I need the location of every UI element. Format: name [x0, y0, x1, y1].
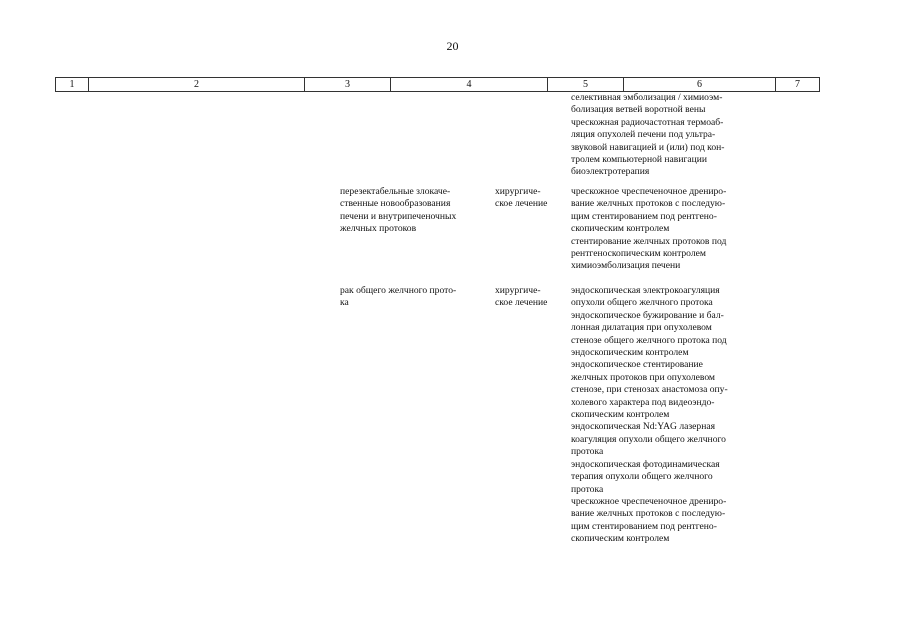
header-col-4: 4 [390, 78, 547, 91]
header-col-3: 3 [304, 78, 390, 91]
text-line: опухоли общего желчного протока [571, 297, 713, 309]
text-line: биоэлектротерапия [571, 166, 650, 178]
text-line: эндоскопическое стентирование [571, 359, 703, 371]
text-line: эндоскопическое бужирование и бал- [571, 309, 724, 321]
text-line: химиоэмболизация печени [571, 260, 681, 272]
diagnosis-cell-a [340, 186, 492, 236]
diagnosis-cell-b [340, 285, 492, 310]
text-line: холевого характера под видеоэндо- [571, 396, 715, 408]
text-line: стенозе общего желчного протока под [571, 334, 727, 346]
text-line: рак общего желчного прото- [340, 285, 457, 296]
header-col-1: 1 [55, 78, 88, 91]
text-line: коагуляция опухоли общего желчного [571, 433, 726, 445]
text-line: ское лечение [495, 297, 548, 309]
text-line: ляция опухолей печени под ультра- [571, 129, 716, 141]
text-line: стентирование желчных протоков под [571, 235, 727, 247]
text-line: чрескожное чреспеченочное дрениро- [571, 495, 727, 507]
text-line: щим стентированием под рентгено- [571, 210, 717, 222]
text-line: вание желчных протоков с последую- [571, 198, 726, 210]
text-line: щим стентированием под рентгено- [571, 520, 717, 532]
header-col-5: 5 [547, 78, 623, 91]
text-line: протока [571, 446, 604, 458]
text-line: эндоскопическая электрокоагуляция [571, 285, 720, 296]
text-line: селективная эмболизация / химиоэм- [571, 92, 723, 103]
text-line: звуковой навигацией и (или) под кон- [571, 141, 725, 153]
table-header-row [55, 77, 820, 92]
text-line: эндоскопическая Nd:YAG лазерная [571, 421, 716, 433]
text-line: скопическим контролем [571, 409, 670, 421]
treatment-type-cell-b [495, 285, 567, 310]
text-line: ское лечение [495, 198, 548, 210]
text-line: стенозе, при стенозах анастомоза опу- [571, 384, 728, 396]
header-col-6: 6 [623, 78, 775, 91]
text-line: эндоскопическая фотодинамическая [571, 458, 720, 470]
treatment-type-cell-a [495, 186, 567, 211]
text-line: вание желчных протоков с последую- [571, 508, 726, 520]
text-line: хирургиче- [495, 285, 541, 296]
text-line: лонная дилатация при опухолевом [571, 322, 712, 334]
text-line: болизация ветвей воротной вены [571, 104, 706, 116]
text-line: рентгеноскопическим контролем [571, 248, 706, 260]
text-line: чрескожная радиочастотная термоаб- [571, 116, 724, 128]
text-line: перезектабельные злокаче- [340, 186, 451, 197]
text-line: желчных протоков при опухолевом [571, 371, 715, 383]
methods-continued [571, 92, 771, 179]
text-line: тролем компьютерной навигации [571, 154, 708, 166]
text-line: чрескожное чреспеченочное дрениро- [571, 186, 727, 197]
text-line: ка [340, 297, 349, 309]
text-line: эндоскопическим контролем [571, 347, 689, 359]
page-number: 20 [446, 39, 459, 53]
text-line: скопическим контролем [571, 223, 670, 235]
text-line: протока [571, 483, 604, 495]
text-line: желчных протоков [340, 223, 417, 235]
methods-cell-a [571, 186, 771, 273]
text-line: ственные новообразования [340, 198, 451, 210]
text-line: терапия опухоли общего желчного [571, 471, 713, 483]
header-col-2: 2 [88, 78, 304, 91]
methods-cell-b [571, 285, 771, 546]
text-line: печени и внутрипеченочных [340, 210, 457, 222]
text-line: скопическим контролем [571, 533, 670, 545]
header-col-7: 7 [775, 78, 820, 91]
text-line: хирургиче- [495, 186, 541, 197]
